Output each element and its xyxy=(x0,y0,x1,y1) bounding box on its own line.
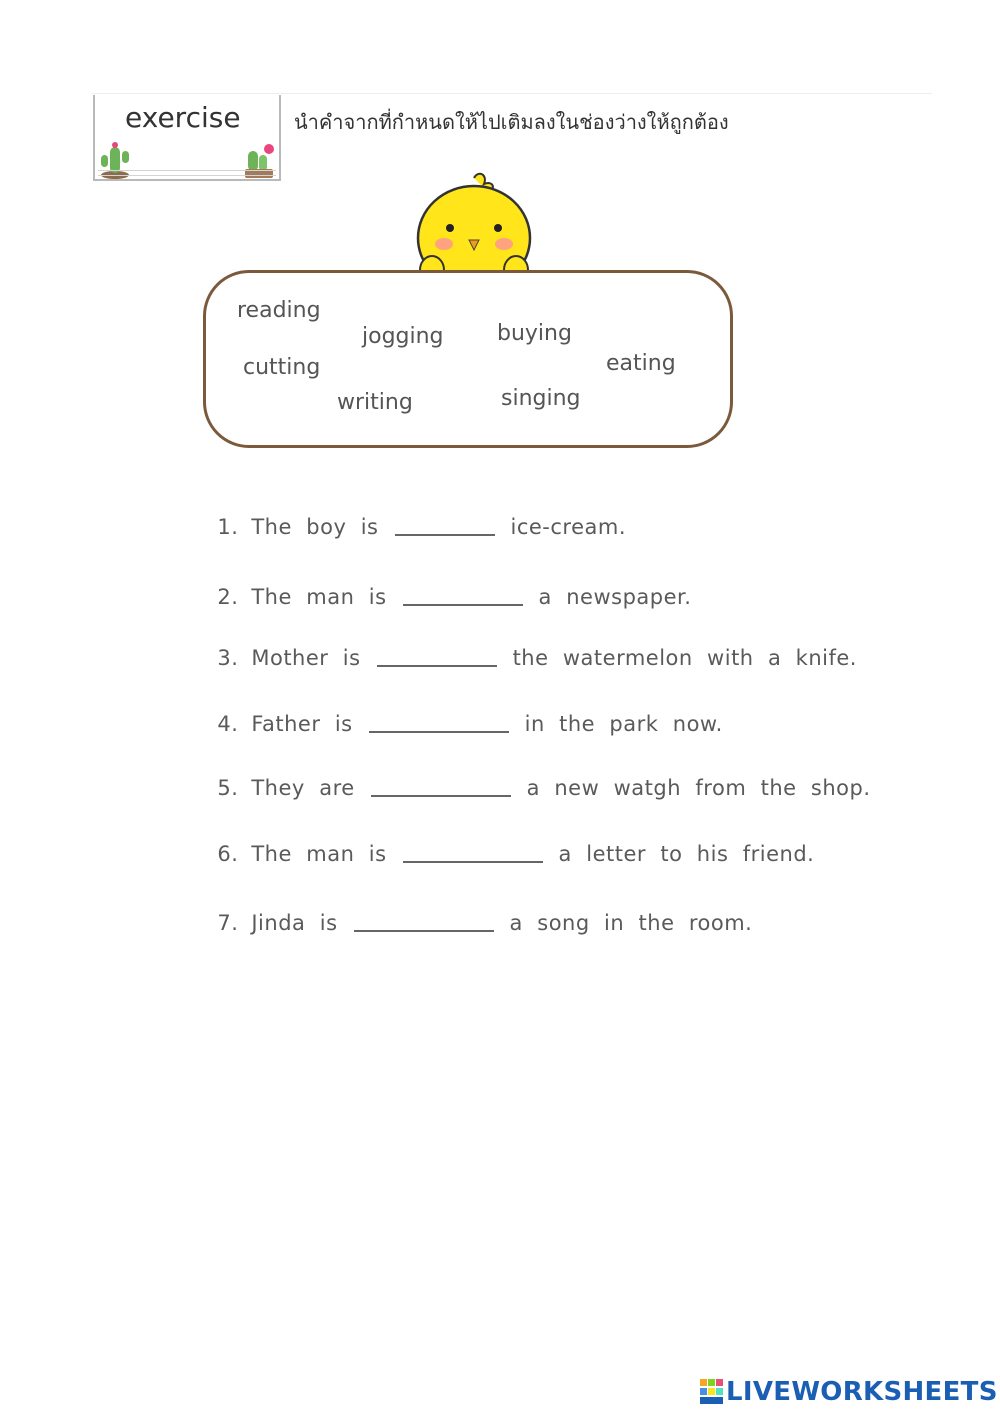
exercise-badge xyxy=(93,95,281,181)
sentence-number: 2. xyxy=(217,585,239,609)
sentence-row xyxy=(203,688,723,736)
word-bank-item: jogging xyxy=(362,324,444,349)
word-bank-item: eating xyxy=(606,351,676,376)
word-bank-item: singing xyxy=(501,386,581,411)
sentence-number: 7. xyxy=(217,911,239,935)
sentence-row xyxy=(203,818,814,866)
badge-title: exercise xyxy=(125,101,241,134)
header-rule xyxy=(92,93,932,94)
liveworksheets-logo[interactable] xyxy=(700,1377,998,1407)
sentence-row xyxy=(203,561,691,609)
sentence-number: 4. xyxy=(217,712,239,736)
answer-blank[interactable] xyxy=(354,929,494,932)
sentence-after: ice-cream. xyxy=(510,515,627,539)
badge-divider xyxy=(98,170,276,176)
word-bank-item: buying xyxy=(497,321,572,346)
sentence-after: in the park now. xyxy=(524,712,723,736)
sentence-number: 6. xyxy=(217,842,239,866)
sentence-number: 3. xyxy=(217,646,239,670)
answer-blank[interactable] xyxy=(377,664,497,667)
sentence-after: a new watgh from the shop. xyxy=(526,776,871,800)
sentence-before: The man is xyxy=(251,842,387,866)
answer-blank[interactable] xyxy=(369,730,509,733)
answer-blank[interactable] xyxy=(403,603,523,606)
sentence-after: a newspaper. xyxy=(538,585,692,609)
sentence-before: They are xyxy=(251,776,355,800)
instruction-text: นำคำจากที่กำหนดให้ไปเติมลงในช่องว่างให้ถูกต้อง xyxy=(294,110,729,134)
sentence-row xyxy=(203,887,752,935)
answer-blank[interactable] xyxy=(403,860,543,863)
sentence-before: Jinda is xyxy=(251,911,338,935)
sentence-after: a letter to his friend. xyxy=(558,842,815,866)
liveworksheets-logo-icon xyxy=(700,1379,724,1405)
sentence-after: the watermelon with a knife. xyxy=(512,646,857,670)
word-bank-item: writing xyxy=(337,390,413,415)
sentence-before: The boy is xyxy=(251,515,379,539)
answer-blank[interactable] xyxy=(395,533,495,536)
sentence-number: 1. xyxy=(217,515,239,539)
sentence-before: Mother is xyxy=(251,646,361,670)
word-bank-item: cutting xyxy=(243,355,321,380)
sentence-number: 5. xyxy=(217,776,239,800)
sentence-before: The man is xyxy=(251,585,387,609)
answer-blank[interactable] xyxy=(371,794,511,797)
logo-text: LIVEWORKSHEETS xyxy=(726,1377,998,1407)
sentence-row xyxy=(203,622,857,670)
sentence-before: Father is xyxy=(251,712,353,736)
word-bank-item: reading xyxy=(237,298,321,323)
sentence-row xyxy=(203,752,871,800)
sentence-after: a song in the room. xyxy=(509,911,753,935)
sentence-row xyxy=(203,491,626,539)
